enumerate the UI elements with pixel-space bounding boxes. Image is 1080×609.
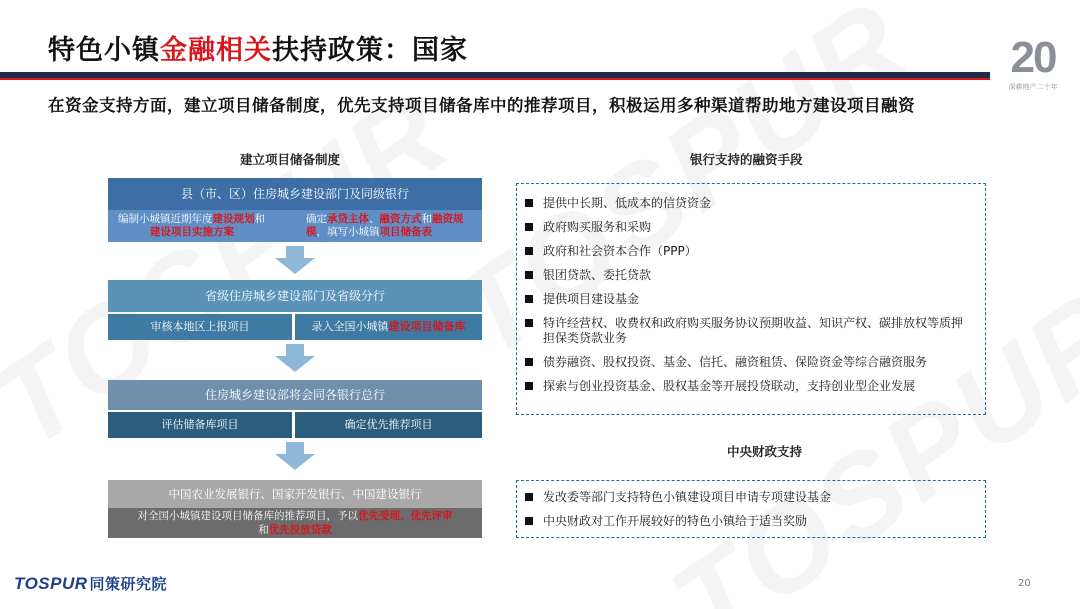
flow-arrow-down-icon <box>275 246 315 274</box>
bullet-square-icon <box>525 358 533 366</box>
list-item <box>517 379 985 394</box>
list-item-text: 中央财政对工作开展较好的特色小镇给于适当奖励 <box>543 514 808 528</box>
step3-right: 确定优先推荐项目 <box>295 412 482 438</box>
title-divider-accent <box>0 78 990 80</box>
list-item-text: 特许经营权、收费权和政府购买服务协议预期收益、知识产权、碳排放权等质押担保类贷款业务 <box>543 316 964 345</box>
list-item <box>517 196 985 211</box>
central-finance-box <box>516 480 986 538</box>
step4-title: 中国农业发展银行、国家开发银行、中国建设银行 <box>108 480 482 508</box>
bullet-square-icon <box>525 271 533 279</box>
bank-section-heading: 银行支持的融资手段 <box>690 152 803 167</box>
anniversary-logo: 20 深耕地产二十年 <box>1008 33 1058 91</box>
subtitle: 在资金支持方面，建立项目储备制度，优先支持项目储备库中的推荐项目，积极运用多种渠道帮助地方建设项目融资 <box>48 96 915 115</box>
bank-financing-box <box>516 183 986 415</box>
step1-title: 县（市、区）住房城乡建设部门及同级银行 <box>108 178 482 210</box>
step1-left-text: 编制小城镇近期年度建设规划和 建设项目实施方案 <box>118 213 265 238</box>
bullet-square-icon <box>525 247 533 255</box>
list-item <box>517 220 985 235</box>
list-item-text: 探索与创业投资基金、股权基金等开展投贷联动，支持创业型企业发展 <box>543 379 916 393</box>
list-item-text: 政府购买服务和采购 <box>543 220 652 234</box>
left-section-heading: 建立项目储备制度 <box>240 152 341 167</box>
list-item <box>517 514 985 529</box>
bullet-square-icon <box>525 517 533 525</box>
step2-right: 录入全国小城镇建设项目储备库 <box>295 314 482 340</box>
page-number: 20 <box>1018 578 1031 589</box>
step3-title: 住房城乡建设部将会同各银行总行 <box>108 380 482 410</box>
list-item <box>517 244 985 259</box>
bullet-square-icon <box>525 223 533 231</box>
flow-arrow-down-icon <box>275 442 315 470</box>
step1-details <box>108 210 482 242</box>
central-section-heading: 中央财政支持 <box>727 444 803 459</box>
flow-arrow-down-icon <box>275 344 315 372</box>
bullet-square-icon <box>525 382 533 390</box>
step4-details: 对全国小城镇建设项目储备库的推荐项目，予以优先受理、优先评审 和优先投放贷款 <box>108 508 482 538</box>
bullet-square-icon <box>525 319 533 327</box>
bullet-square-icon <box>525 199 533 207</box>
page-title: 特色小镇金融相关扶持政策：国家 <box>48 35 468 66</box>
step1-right-text: 确定承贷主体、融资方式和融资规模，填写小城镇项目储备表 <box>306 213 464 238</box>
company-logo: TOSPUR 同策研究院 <box>14 574 168 593</box>
list-item <box>517 490 985 505</box>
list-item-text: 银团贷款、委托贷款 <box>543 268 652 282</box>
bullet-square-icon <box>525 295 533 303</box>
step2-title: 省级住房城乡建设部门及省级分行 <box>108 280 482 312</box>
list-item-text: 提供项目建设基金 <box>543 292 640 306</box>
bank-financing-list <box>517 196 985 394</box>
step2-left: 审核本地区上报项目 <box>108 314 292 340</box>
list-item <box>517 268 985 283</box>
list-item <box>517 316 969 346</box>
list-item <box>517 292 985 307</box>
list-item-text: 政府和社会资本合作（PPP） <box>543 244 697 258</box>
step3-left: 评估储备库项目 <box>108 412 292 438</box>
list-item-text: 提供中长期、低成本的信贷资金 <box>543 196 712 210</box>
central-finance-list <box>517 490 985 529</box>
list-item-text: 发改委等部门支持特色小镇建设项目申请专项建设基金 <box>543 490 832 504</box>
list-item-text: 债券融资、股权投资、基金、信托、融资租赁、保险资金等综合融资服务 <box>543 355 928 369</box>
list-item <box>517 355 985 370</box>
bullet-square-icon <box>525 493 533 501</box>
